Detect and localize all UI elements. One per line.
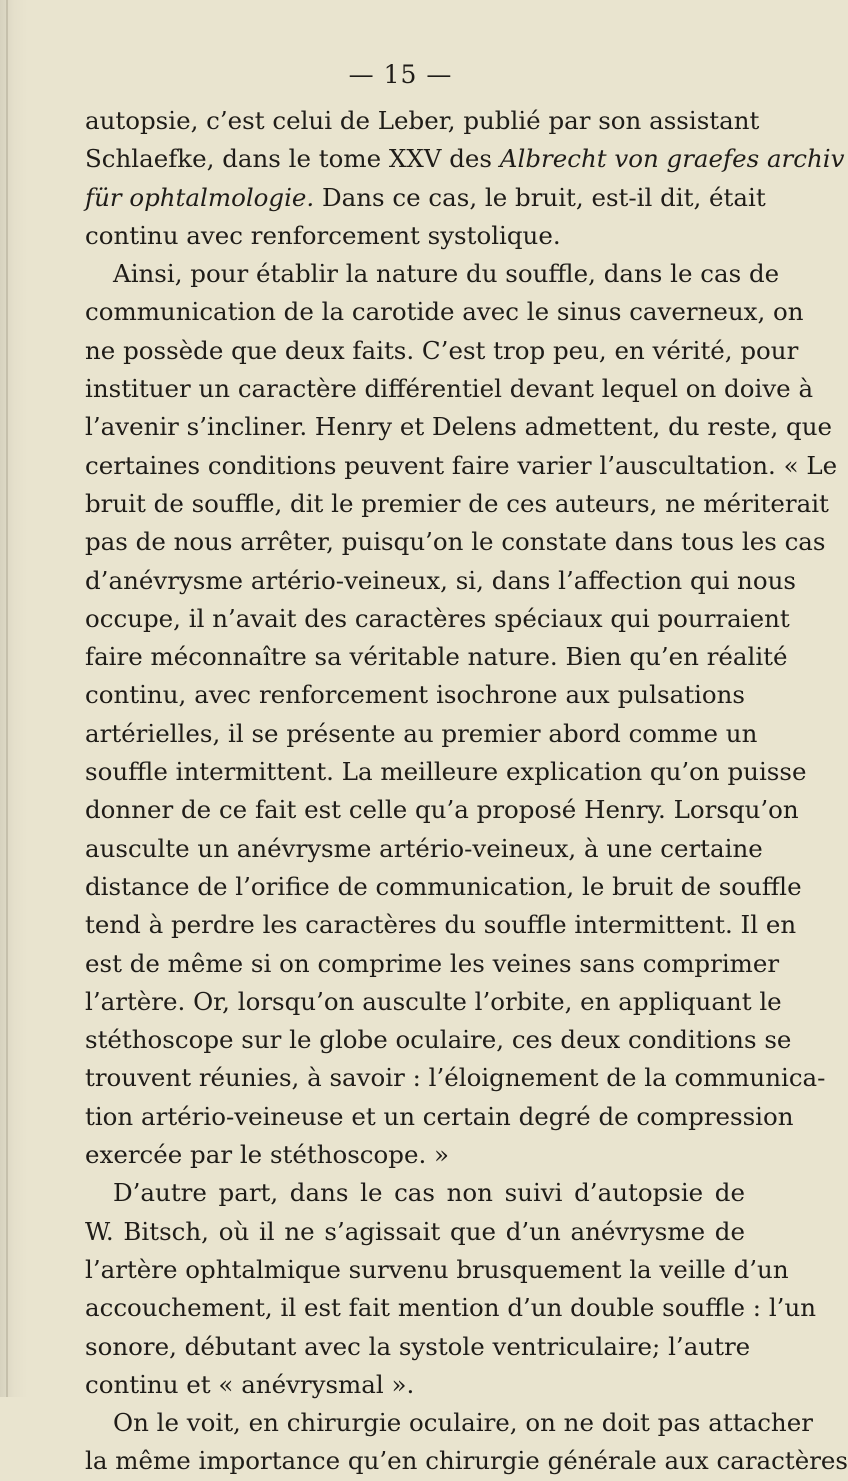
text-line: tion artério-veineuse et un certain degré de compression — [85, 1101, 794, 1131]
text-line: artérielles, il se présente au premier abord comme un — [85, 718, 758, 748]
text-line: occupe, il n’avait des caractères spéciaux qui pourraient — [85, 603, 790, 633]
text-line: distance de l’orifice de communication, le bruit de souffle — [85, 871, 802, 901]
text-line: souffle intermittent. La meilleure explication qu’on puisse — [85, 757, 807, 787]
text-line: communication de la carotide avec le sinus caverneux, on — [85, 297, 804, 327]
text-line: ausculte un anévrysme artério-veineux, à une certaine — [85, 833, 763, 863]
text-line: la même importance qu’en chirurgie générale aux caractères — [85, 1446, 848, 1476]
text-line: bruit de souffle, dit le premier de ces auteurs, ne mériterait — [85, 488, 829, 518]
text-line: W. Bitsch, où il ne s’agissait que d’un anévrysme de — [85, 1216, 745, 1246]
text-line: stéthoscope sur le globe oculaire, ces deux conditions se — [85, 1025, 792, 1055]
text-line: d’anévrysme artério-veineux, si, dans l’affection qui nous — [85, 565, 796, 595]
text-line: faire méconnaître sa véritable nature. Bien qu’en réalité — [85, 642, 788, 672]
journal-title-continued: für ophtalmologie. — [85, 182, 315, 212]
text-line: certaines conditions peuvent faire varier l’auscultation. « Le — [85, 450, 838, 480]
text-line: accouchement, il est fait mention d’un double souffle : l’un — [85, 1293, 817, 1323]
text-line: instituer un caractère différentiel devant lequel on doive à — [85, 374, 814, 404]
paragraph-start: D’autre part, dans le cas non suivi d’autopsie de — [113, 1178, 745, 1208]
text-line: donner de ce fait est celle qu’a proposé Henry. Lorsqu’on — [85, 795, 799, 825]
text-line: l’artère. Or, lorsqu’on ausculte l’orbite, en appliquant le — [85, 986, 782, 1016]
page-number: — 15 — — [348, 60, 453, 89]
page-gutter — [6, 0, 8, 1397]
text-line: tend à perdre les caractères du souffle intermittent. Il en — [85, 910, 797, 940]
journal-title: Albrecht von graefes archiv — [499, 144, 845, 174]
paragraph-start: Ainsi, pour établir la nature du souffle, dans le cas de — [113, 259, 780, 289]
text-line: trouvent réunies, à savoir : l’éloignement de la communica- — [85, 1063, 826, 1093]
text-line: est de même si on comprime les veines sans comprimer — [85, 948, 780, 978]
text-line: autopsie, c’est celui de Leber, publié par son assistant — [85, 106, 760, 135]
text-line: continu et « anévrysmal ». — [85, 1369, 415, 1399]
text-line: l’artère ophtalmique survenu brusquement la veille d’un — [85, 1254, 789, 1284]
text-line: continu, avec renforcement isochrone aux pulsations — [85, 680, 745, 710]
text-line: für ophtalmologie. Dans ce cas, le bruit, est-il dit, était — [85, 182, 766, 212]
text-line: ne possède que deux faits. C’est trop peu, en vérité, pour — [85, 335, 799, 365]
body-text — [85, 102, 848, 1481]
text-line: sonore, débutant avec la systole ventriculaire; l’autre — [85, 1331, 751, 1361]
text-line: pas de nous arrêter, puisqu’on le constate dans tous les cas — [85, 527, 826, 557]
paragraph-start: On le voit, en chirurgie oculaire, on ne doit pas attacher — [113, 1408, 813, 1438]
text-line: exercée par le stéthoscope. » — [85, 1140, 450, 1170]
text-line: continu avec renforcement systolique. — [85, 220, 561, 250]
text-line: Schlaefke, dans le tome XXV des Albrecht von graefes archiv — [85, 144, 845, 174]
text-line: l’avenir s’incliner. Henry et Delens admettent, du reste, que — [85, 412, 832, 442]
